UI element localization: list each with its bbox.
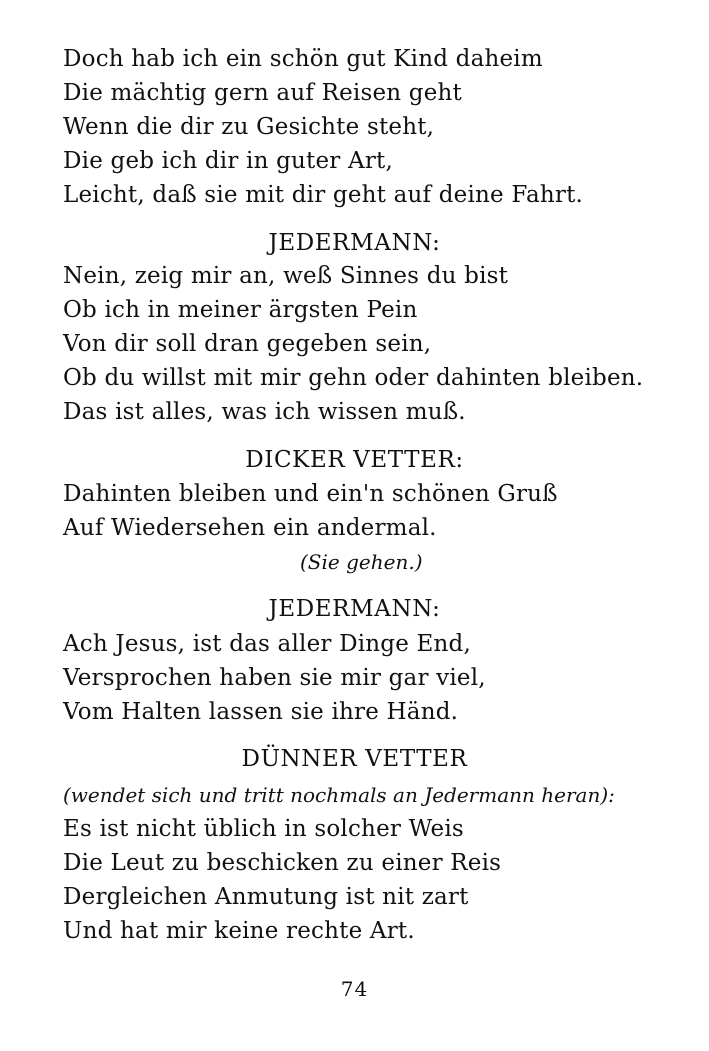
verse-line: Und hat mir keine rechte Art.	[63, 918, 415, 944]
verse-line: Die geb ich dir in guter Art,	[63, 148, 393, 174]
verse-line: Ob du willst mit mir gehn oder dahinten bleiben.	[63, 365, 644, 391]
stage-direction: (wendet sich und tritt nochmals an Jedermann heran):	[63, 783, 615, 807]
verse-line: Von dir soll dran gegeben sein,	[63, 331, 432, 357]
verse-line: Das ist alles, was ich wissen muß.	[63, 399, 466, 425]
speaker-name: DÜNNER VETTER	[241, 746, 468, 772]
speaker-name: JEDERMANN:	[268, 596, 441, 622]
verse-line: Wenn die dir zu Gesichte steht,	[63, 114, 435, 140]
verse-line: Dahinten bleiben und ein'n schönen Gruß	[63, 481, 558, 507]
speaker-name: DICKER VETTER:	[245, 447, 464, 473]
verse-line: Dergleichen Anmutung ist nit zart	[63, 884, 469, 910]
verse-line: Nein, zeig mir an, weß Sinnes du bist	[63, 263, 509, 289]
verse-line: Doch hab ich ein schön gut Kind daheim	[63, 46, 543, 72]
verse-line: Vom Halten lassen sie ihre Händ.	[63, 699, 459, 725]
verse-line: Es ist nicht üblich in solcher Weis	[63, 816, 464, 842]
verse-line: Ob ich in meiner ärgsten Pein	[63, 297, 418, 323]
stage-direction: (Sie gehen.)	[300, 550, 423, 574]
verse-line: Auf Wiedersehen ein andermal.	[63, 515, 437, 541]
verse-line: Leicht, daß sie mit dir geht auf deine Fahrt.	[63, 182, 584, 208]
page-number: 74	[340, 977, 369, 1001]
verse-line: Versprochen haben sie mir gar viel,	[63, 665, 486, 691]
verse-line: Die Leut zu beschicken zu einer Reis	[63, 850, 502, 876]
verse-line: Ach Jesus, ist das aller Dinge End,	[63, 631, 471, 657]
verse-line: Die mächtig gern auf Reisen geht	[63, 80, 462, 106]
speaker-name: JEDERMANN:	[268, 230, 441, 256]
